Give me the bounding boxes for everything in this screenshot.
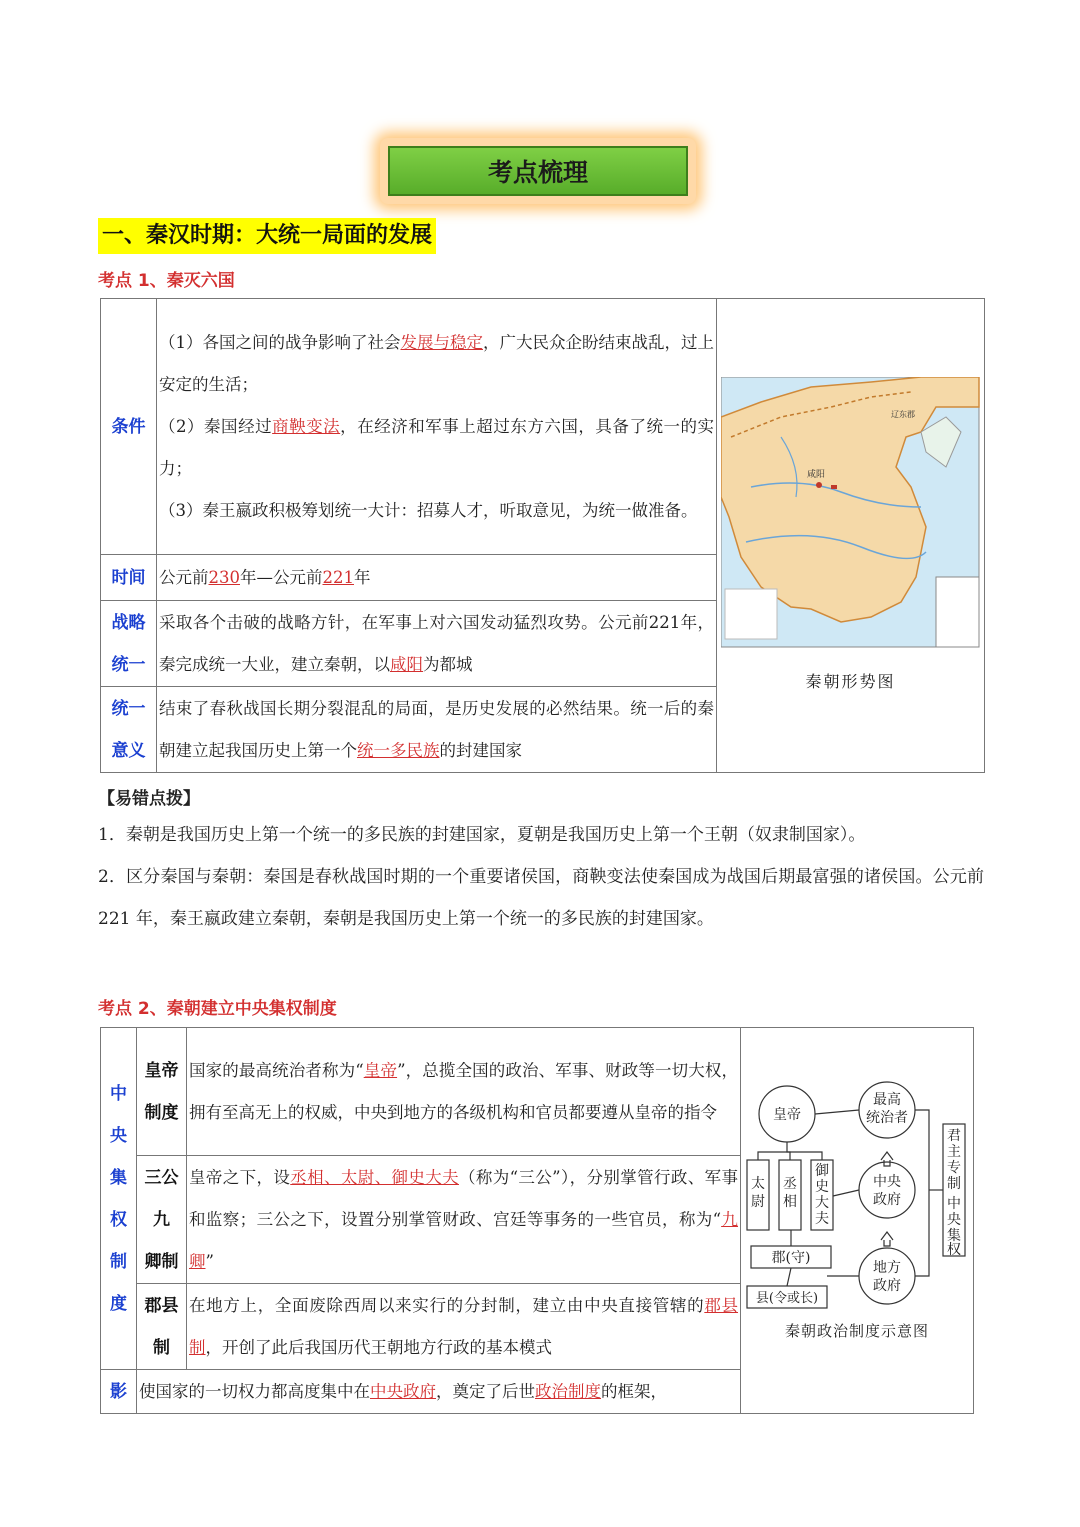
node-chengxiang-1: 丞: [783, 1176, 797, 1192]
node-central-1: 中央: [873, 1174, 901, 1190]
banner-title: 考点梳理: [388, 146, 688, 196]
node-yushi-4: 夫: [815, 1211, 829, 1227]
map-cell: [717, 299, 985, 773]
point1-table: [100, 298, 985, 773]
node-chengxiang-2: 相: [783, 1194, 797, 1210]
label-time: 时间: [101, 555, 157, 601]
tip-1: 1．秦朝是我国历史上第一个统一的多民族的封建国家，夏朝是我国历史上第一个王朝（奴隶制国家）。: [98, 825, 866, 845]
side-autocracy-2: 主: [947, 1144, 961, 1160]
map-label-liaodong: 辽东郡: [891, 410, 915, 419]
side-autocracy-1: 君: [947, 1128, 961, 1144]
three-lords-text: 皇帝之下，设丞相、太尉、御史大夫（称为“三公”），分别掌管行政、军事和监察；三公之下，设置分别掌管财政、宫廷等事务的一些官员，称为“九卿”: [187, 1156, 741, 1284]
map-label-xianyang: 咸阳: [807, 470, 826, 480]
diagram-caption: 秦朝政治制度示意图: [784, 1322, 930, 1340]
node-xian: 县(令或长): [755, 1291, 819, 1306]
node-yushi-1: 御: [815, 1163, 829, 1179]
node-local-2: 政府: [873, 1278, 901, 1294]
title-banner: [380, 138, 696, 204]
node-emperor: 皇帝: [773, 1107, 801, 1123]
label-conditions: 条件: [101, 299, 157, 555]
section-heading: 一、秦汉时期：大统一局面的发展: [98, 218, 436, 254]
tip-2: 2．区分秦国与秦朝：秦国是春秋战国时期的一个重要诸侯国，商鞅变法使秦国成为战国后期最富强的诸侯国。公元前 221 年，秦王嬴政建立秦朝，秦朝是我国历史上第一个统一的多民族的封建国家。: [98, 867, 984, 929]
politics-diagram: [741, 1076, 973, 1376]
node-yushi-2: 史: [815, 1179, 829, 1195]
side-label-central: 中 央 集 权 制 度: [101, 1028, 137, 1370]
sub-emperor-system: 皇帝 制度: [137, 1028, 187, 1156]
time-text: 公元前230年—公元前221年: [157, 555, 717, 601]
side-autocracy-4: 制: [947, 1176, 961, 1192]
map-caption: 秦朝形势图: [805, 672, 896, 691]
point1-title: 考点 1、秦灭六国: [98, 271, 235, 291]
significance-text: 结束了春秋战国长期分裂混乱的局面，是历史发展的必然结果。统一后的秦朝建立起我国历史上第一个统一多民族的封建国家: [157, 687, 717, 773]
commandery-text: 在地方上，全面废除西周以来实行的分封制，建立由中央直接管辖的郡县制，开创了此后我国历代王朝地方行政的基本模式: [187, 1284, 741, 1370]
node-jun: 郡(守): [771, 1250, 811, 1266]
impact-text: 使国家的一切权力都高度集中在中央政府，奠定了后世政治制度的框架，: [137, 1370, 741, 1414]
emperor-system-text: 国家的最高统治者称为“皇帝”，总揽全国的政治、军事、财政等一切大权，拥有至高无上的权威，中央到地方的各级机构和官员都要遵从皇帝的指令: [187, 1028, 741, 1156]
side-centralize-3: 集: [947, 1228, 961, 1244]
node-local-1: 地方: [873, 1260, 901, 1276]
point2-table: [100, 1027, 974, 1414]
node-supreme-1: 最高: [873, 1092, 901, 1108]
side-autocracy-3: 专: [947, 1160, 961, 1176]
tips-title: 【易错点拨】: [98, 789, 200, 809]
label-significance: 统一 意义: [101, 687, 157, 773]
point2-title: 考点 2、秦朝建立中央集权制度: [98, 999, 337, 1019]
strategy-text: 采取各个击破的战略方针，在军事上对六国发动猛烈攻势。公元前221年，秦完成统一大业，建立秦朝，以咸阳为都城: [157, 601, 717, 687]
node-taiwei-1: 太: [751, 1176, 765, 1192]
sub-commandery: 郡县 制: [137, 1284, 187, 1370]
label-impact: 影: [101, 1370, 137, 1414]
node-central-2: 政府: [873, 1192, 901, 1208]
side-centralize-4: 权: [947, 1242, 961, 1258]
node-supreme-2: 统治者: [866, 1110, 908, 1126]
qin-map: [721, 377, 981, 649]
side-centralize-2: 央: [947, 1212, 961, 1228]
node-taiwei-2: 尉: [751, 1194, 765, 1210]
conditions-text: （1）各国之间的战争影响了社会发展与稳定，广大民众企盼结束战乱，过上安定的生活； （2）秦国经过商鞅变法，在经济和军事上超过东方六国，具备了统一的实力； （3）秦王嬴政积极筹划统一大计：招募人才，听取意见，为统一做准备。: [157, 299, 717, 555]
side-centralize-1: 中: [947, 1196, 961, 1212]
label-strategy: 战略 统一: [101, 601, 157, 687]
sub-three-lords: 三公 九 卿制: [137, 1156, 187, 1284]
diagram-cell: [741, 1028, 974, 1414]
node-yushi-3: 大: [815, 1195, 829, 1211]
